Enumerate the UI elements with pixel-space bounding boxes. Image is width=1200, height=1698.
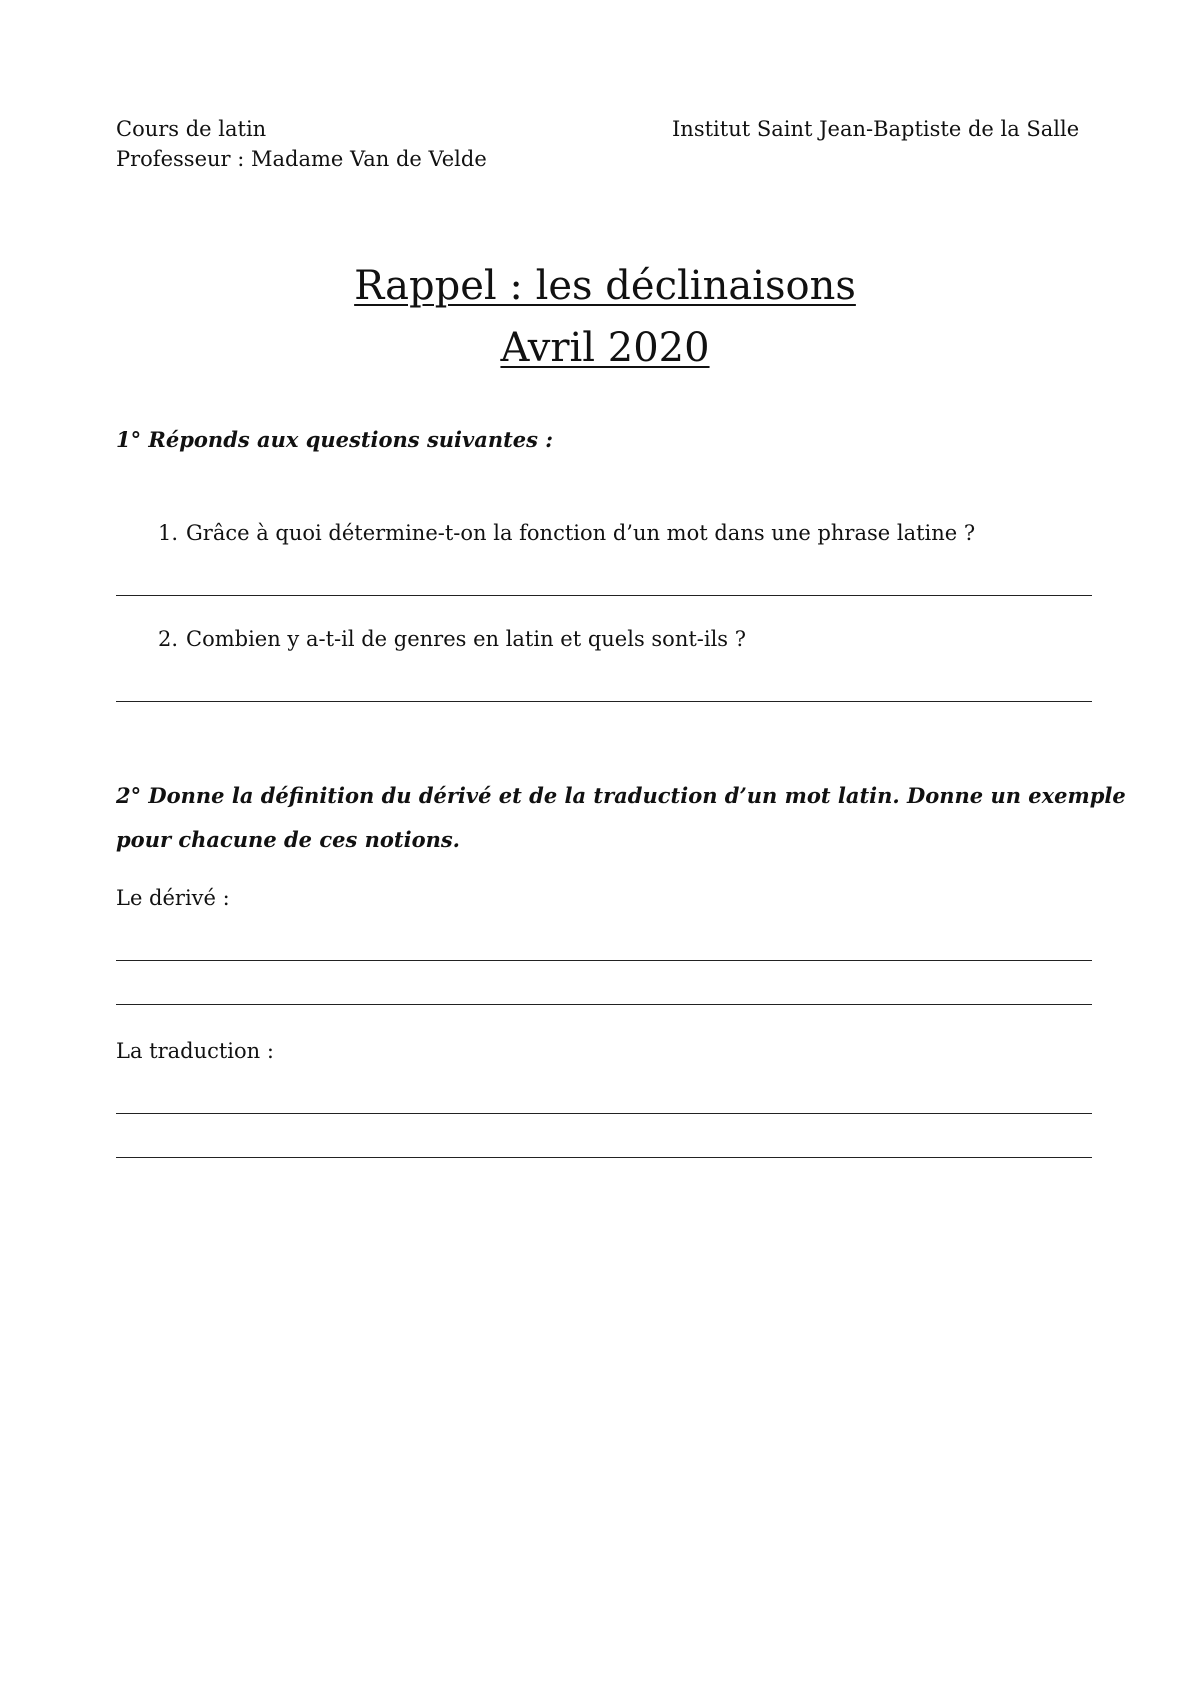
question-2-number: 2. [158,627,179,651]
course-name: Cours de latin [116,117,267,141]
teacher-name: Professeur : Madame Van de Velde [116,147,487,171]
question-2 [158,624,746,654]
answer-line-traduction-1[interactable] [116,1113,1092,1114]
section2-heading-line1: 2° Donne la définition du dérivé et de la traduction d’un mot latin. Donne un exemple [116,783,1126,808]
section1-heading: 1° Réponds aux questions suivantes : [116,427,554,452]
section2-heading-line2: pour chacune de ces notions. [116,827,460,852]
school-name: Institut Saint Jean-Baptiste de la Salle [672,117,1080,141]
page-date: Avril 2020 [500,325,710,371]
question-1 [158,518,975,548]
question-2-text: Combien y a-t-il de genres en latin et quels sont-ils ? [186,627,747,651]
answer-line-traduction-2[interactable] [116,1157,1092,1158]
traduction-label: La traduction : [116,1039,274,1063]
question-1-text: Grâce à quoi détermine-t-on la fonction d’un mot dans une phrase latine ? [186,521,976,545]
answer-line-q1[interactable] [116,595,1092,596]
answer-line-derive-1[interactable] [116,960,1092,961]
derive-label: Le dérivé : [116,886,230,910]
answer-line-derive-2[interactable] [116,1004,1092,1005]
question-1-number: 1. [158,521,179,545]
page-title: Rappel : les déclinaisons [354,263,856,309]
answer-line-q2[interactable] [116,701,1092,702]
